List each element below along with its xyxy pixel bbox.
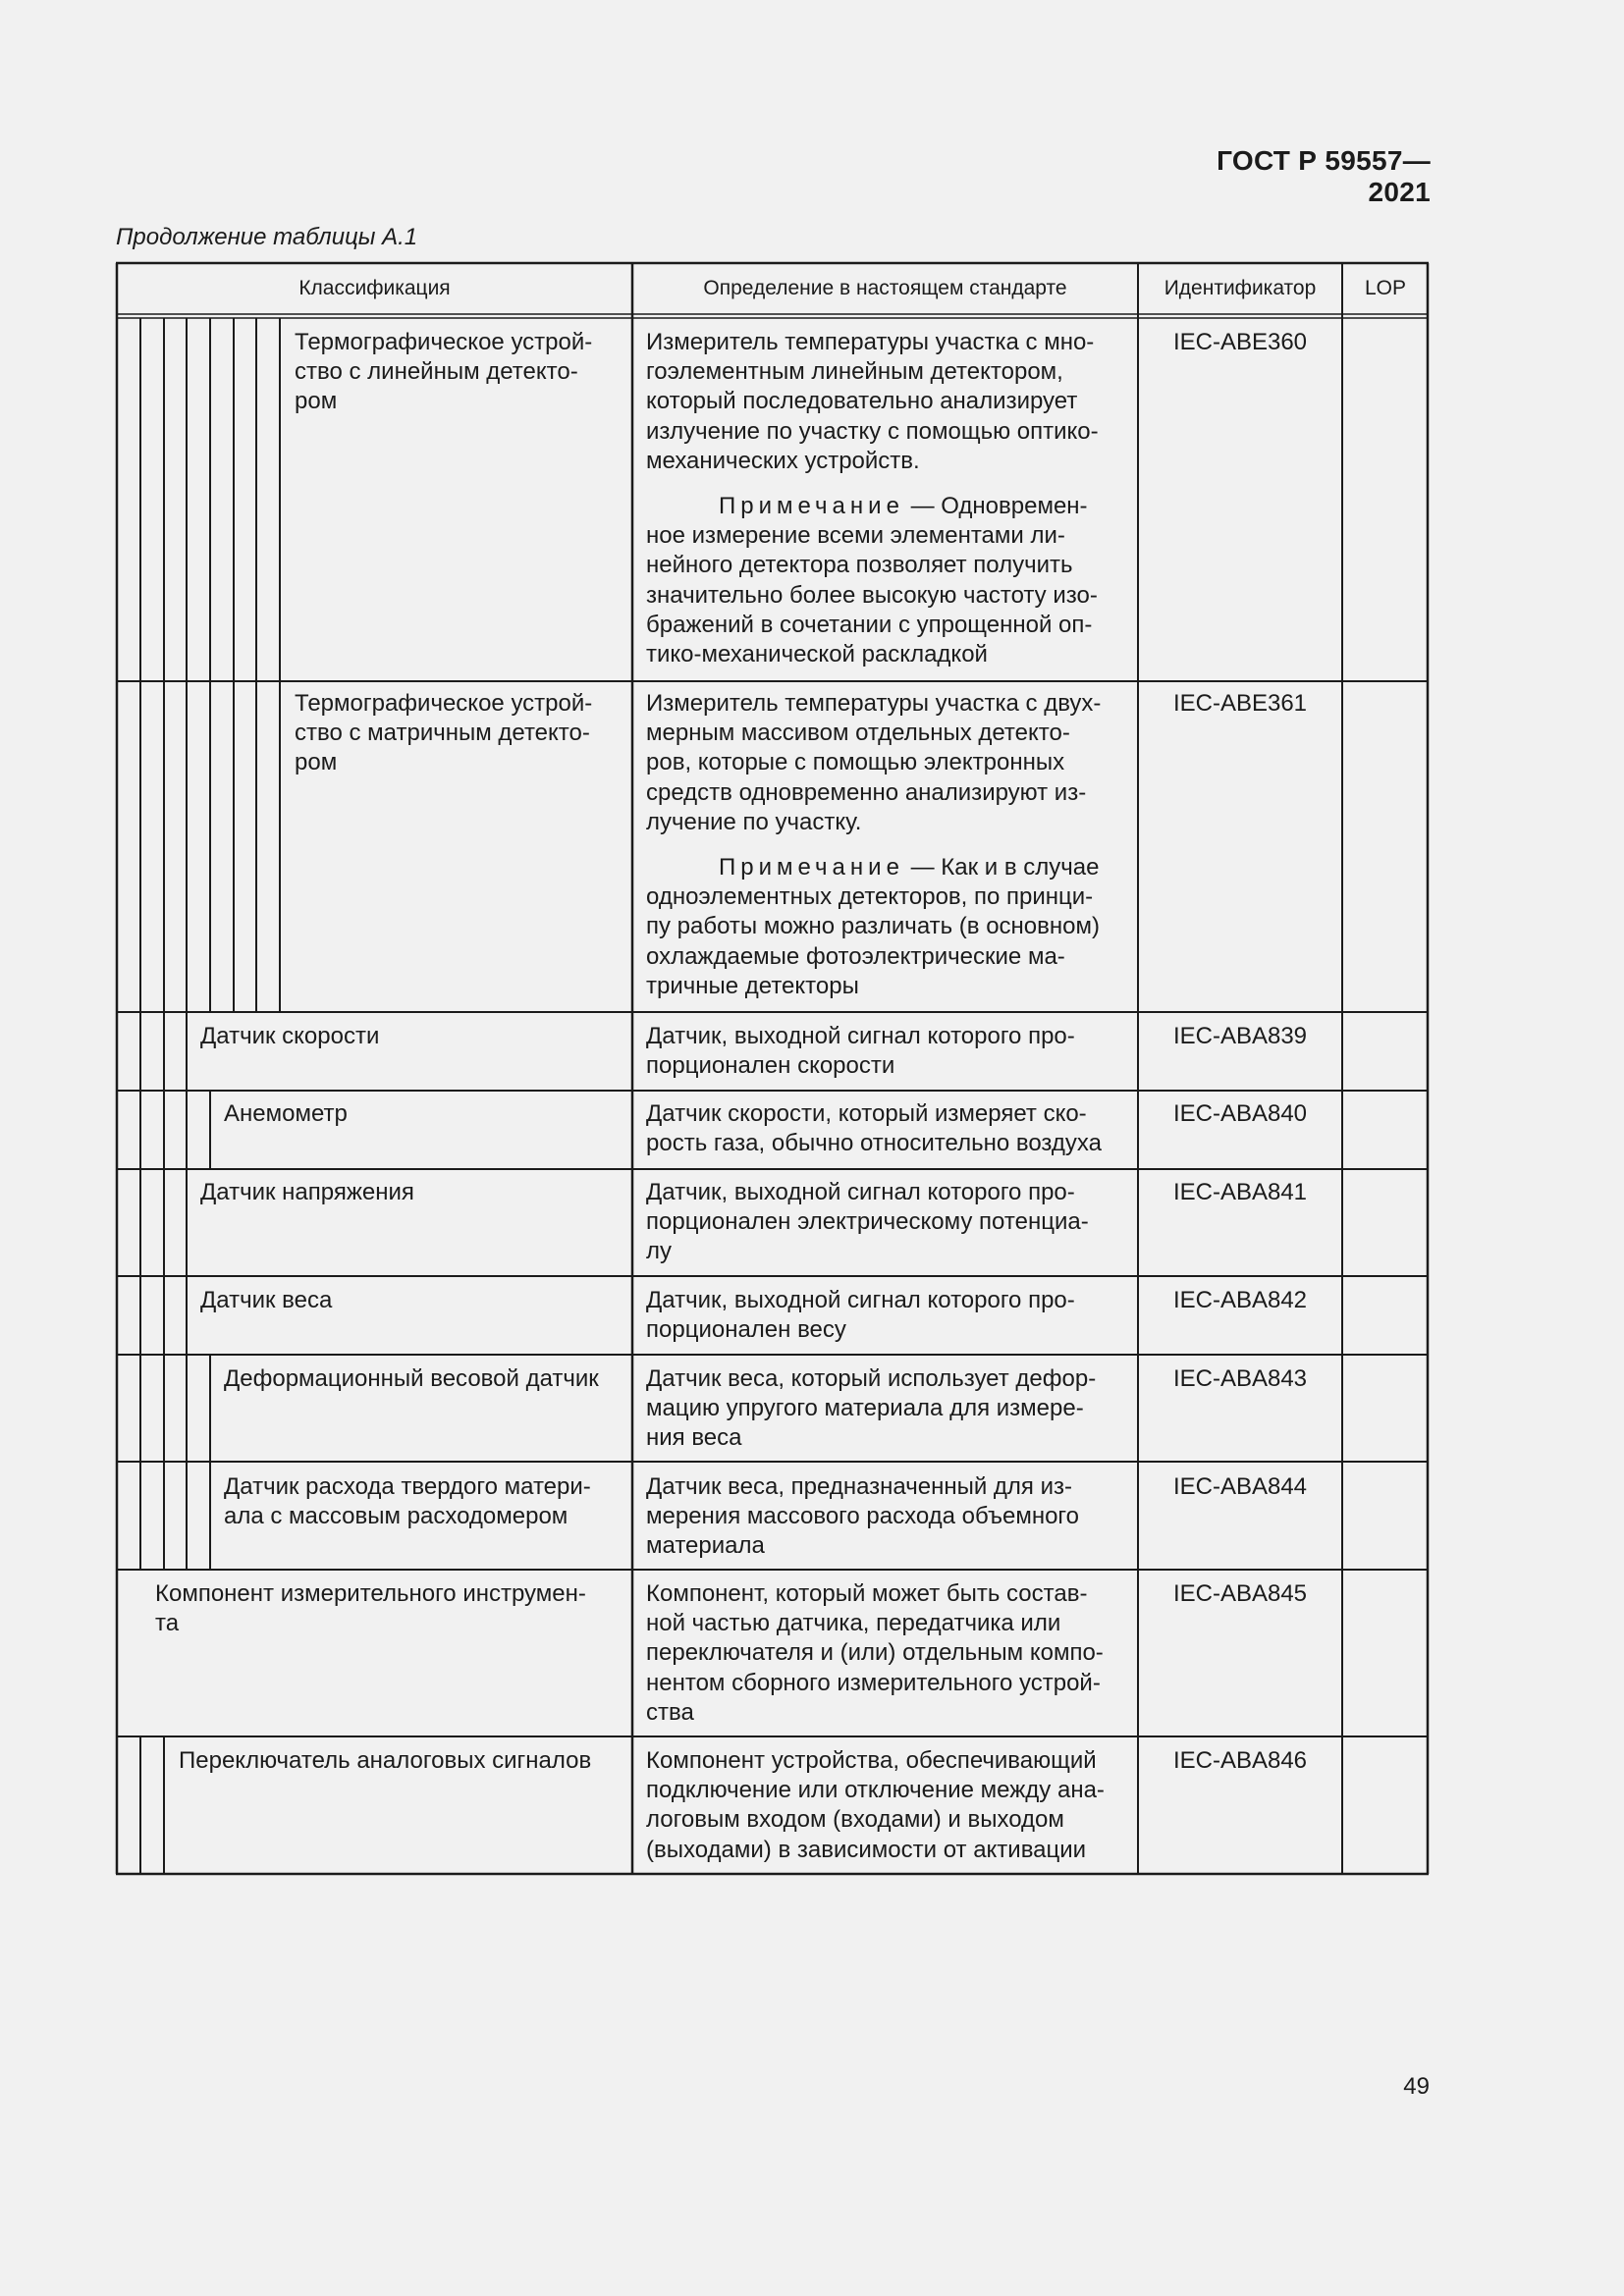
identifier-cell: IEC-ABA846 [1172, 1747, 1308, 1774]
classification-term: Термографическое устрой- ство с линейным детекто- ром [295, 329, 593, 415]
definition-text: Датчик, выходной сигнал которого про- порционален скорости [646, 1023, 1075, 1080]
classification-term: Деформационный весовой датчик [224, 1365, 599, 1392]
classification-term: Переключатель аналоговых сигналов [179, 1747, 592, 1774]
table-caption: Продолжение таблицы А.1 [116, 224, 418, 250]
page-number: 49 [1403, 2073, 1430, 2100]
identifier-cell: IEC-ABA841 [1172, 1179, 1308, 1205]
column-header-identifier: Идентификатор [1164, 277, 1317, 299]
definition-text: Компонент устройства, обеспечивающий подключение или отключение между ана- логовым входом (входами) и выходом (выходами) в зависимости от активации [646, 1747, 1105, 1863]
definition-text: Датчик, выходной сигнал которого про- порционален электрическому потенциа- лу [646, 1179, 1089, 1265]
identifier-cell: IEC-ABA845 [1172, 1580, 1308, 1607]
note-text: — Как и в случае одноэлементных детекторов, по принци- пу работы можно различать (в основном) охлаждаемые фотоэлектрические ма- тричные детекторы [646, 854, 1100, 999]
definition-text: Измеритель температуры участка с мно- гоэлементным линейным детектором, который последовательно анализирует излучение по участку с помощью оптико- механических устройств. [646, 329, 1099, 474]
note-text: — Одновремен- ное измерение всеми элементами ли- нейного детектора позволяет получить значительно более высокую частоту изо- бражений в сочетании с упрощенной оп- тико-механической раскладкой [646, 493, 1098, 668]
identifier-cell: IEC-ABA843 [1172, 1365, 1308, 1392]
classification-term: Анемометр [224, 1100, 348, 1127]
definition-text: Датчик веса, предназначенный для из- мерения массового расхода объемного материала [646, 1473, 1079, 1560]
definition-text: Датчик веса, который использует дефор- мацию упругого материала для измере- ния веса [646, 1365, 1097, 1452]
classification-term: Датчик веса [200, 1287, 333, 1313]
note-label: Примечание [719, 854, 904, 881]
classification-term: Термографическое устрой- ство с матричным детекто- ром [295, 690, 593, 776]
identifier-cell: IEC-ABA842 [1172, 1287, 1308, 1313]
classification-term: Датчик напряжения [200, 1179, 414, 1205]
identifier-cell: IEC-ABE361 [1172, 690, 1308, 717]
classification-term: Датчик скорости [200, 1023, 380, 1049]
identifier-cell: IEC-ABA844 [1172, 1473, 1308, 1500]
column-header-classification: Классификация [298, 277, 451, 299]
classification-term: Компонент измерительного инструмен- та [155, 1580, 586, 1637]
column-header-lop: LOP [1364, 277, 1407, 299]
definition-text: Датчик скорости, который измеряет ско- рость газа, обычно относительно воздуха [646, 1100, 1102, 1157]
column-header-definition: Определение в настоящем стандарте [703, 277, 1067, 299]
identifier-cell: IEC-ABA840 [1172, 1100, 1308, 1127]
classification-term: Датчик расхода твердого матери- ала с массовым расходомером [224, 1473, 591, 1530]
identifier-cell: IEC-ABA839 [1172, 1023, 1308, 1049]
definition-text: Датчик, выходной сигнал которого про- порционален весу [646, 1287, 1075, 1344]
definition-text: Компонент, который может быть состав- ной частью датчика, передатчика или переключателя и (или) отдельным компо- нентом сборного измерительного устрой- ства [646, 1580, 1104, 1726]
note-label: Примечание [719, 493, 904, 520]
identifier-cell: IEC-ABE360 [1172, 329, 1308, 355]
definition-text: Измеритель температуры участка с двух- мерным массивом отдельных детекто- ров, которые с помощью электронных средств одновременно анализируют из- лучение по участку. [646, 690, 1102, 835]
document-id: ГОСТ Р 59557—2021 [1217, 145, 1431, 207]
